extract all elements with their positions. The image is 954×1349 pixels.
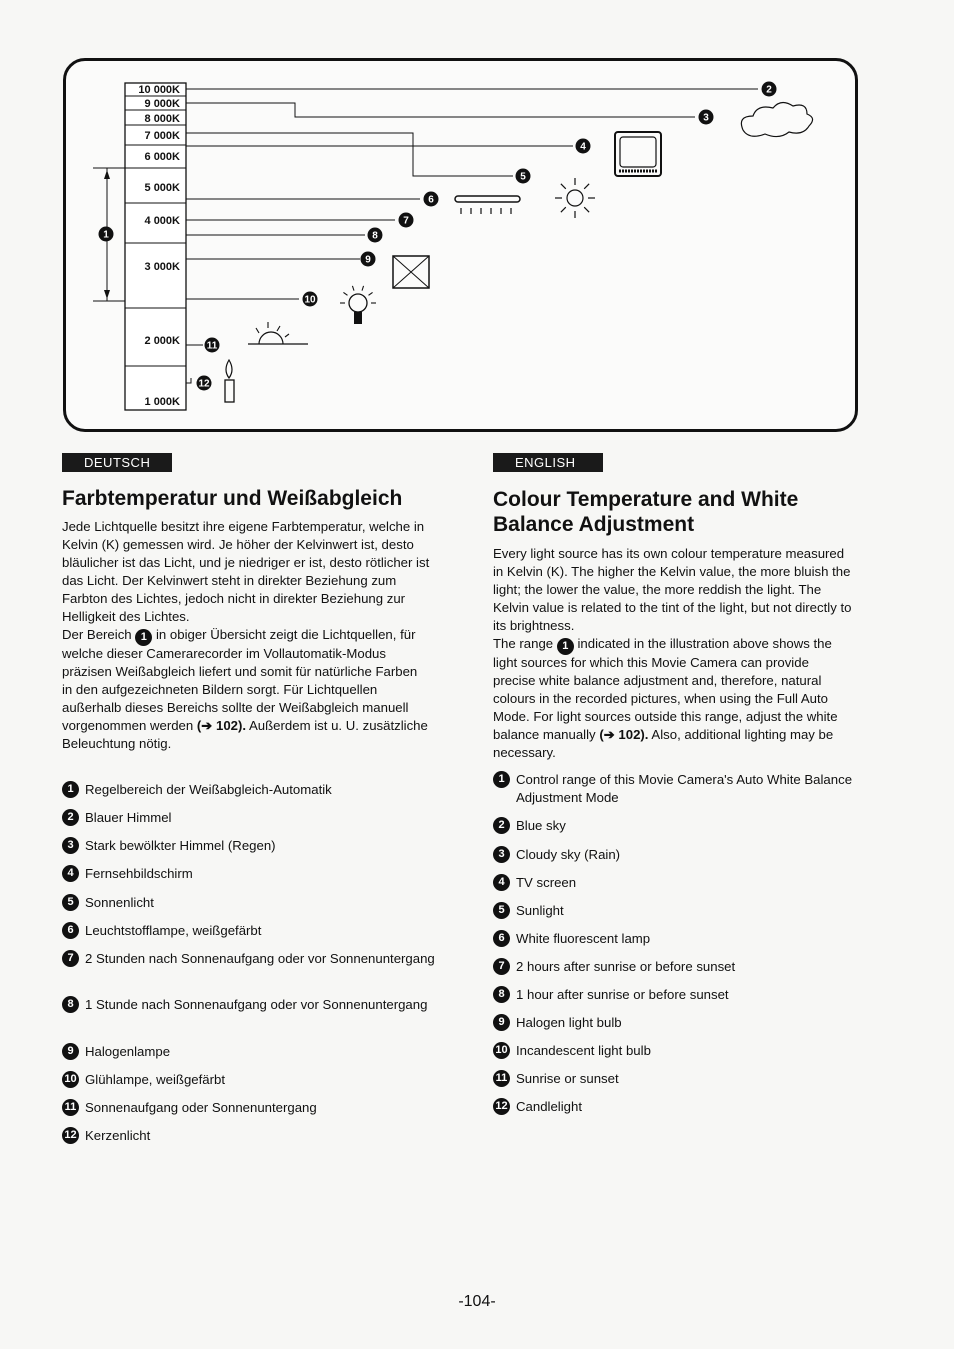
source-badge-12 bbox=[197, 376, 212, 391]
legend-text: Kerzenlicht bbox=[85, 1128, 151, 1143]
number-badge: 5 bbox=[493, 902, 510, 919]
number-badge: 12 bbox=[62, 1127, 79, 1144]
range-arrow-down bbox=[104, 290, 110, 299]
source-line-3 bbox=[186, 103, 695, 117]
english-title: Colour Temperature and White Balance Adjustment bbox=[493, 488, 799, 536]
legend-text: Stark bewölkter Himmel (Regen) bbox=[85, 838, 276, 853]
deutsch-legend-item-11 bbox=[62, 1099, 455, 1117]
deutsch-legend-item-7 bbox=[62, 950, 455, 968]
svg-text:11: 11 bbox=[206, 340, 218, 352]
legend-text: White fluorescent lamp bbox=[516, 931, 651, 946]
english-legend-item-5 bbox=[493, 902, 881, 920]
legend-text: Regelbereich der Weißabgleich-Automatik bbox=[85, 782, 332, 797]
legend-text: Blauer Himmel bbox=[85, 810, 172, 825]
english-legend-item-8 bbox=[493, 986, 881, 1004]
deutsch-page-ref: (➔ 102). bbox=[196, 718, 247, 733]
legend-text: Candlelight bbox=[516, 1099, 582, 1114]
deutsch-para-1: Jede Lichtquelle besitzt ihre eigene Farbtemperatur, welche in Kelvin (K) gemessen wird. Je höher der Kelvinwert ist, desto bläulicher ist das Licht, und je niedriger er ist, desto rötlicher ist das Licht. Der Kelvinwert steht in direkter Beziehung zum Farbton des Lichtes, jedoch nicht in direkter Beziehung zur Helligkeit des Lichtes. bbox=[62, 519, 430, 624]
number-badge: 2 bbox=[62, 809, 79, 826]
legend-text: Fernsehbildschirm bbox=[85, 866, 193, 881]
legend-text: Glühlampe, weißgefärbt bbox=[85, 1072, 226, 1087]
source-badge-3 bbox=[699, 110, 714, 125]
number-badge: 1 bbox=[62, 781, 79, 798]
deutsch-legend-item-5 bbox=[62, 894, 455, 912]
colour-temperature-diagram bbox=[63, 58, 858, 432]
legend-text: Sonnenaufgang oder Sonnenuntergang bbox=[85, 1100, 317, 1115]
light-bulb-icon bbox=[340, 286, 376, 324]
kelvin-label: 4 000K bbox=[144, 215, 180, 227]
english-legend-item-7 bbox=[493, 958, 881, 976]
legend-text: 2 hours after sunrise or before sunset bbox=[516, 959, 736, 974]
deutsch-legend-item-9 bbox=[62, 1043, 455, 1061]
english-legend-item-1 bbox=[493, 771, 881, 807]
legend-text: Leuchtstofflampe, weißgefärbt bbox=[85, 923, 262, 938]
svg-text:8: 8 bbox=[372, 230, 378, 242]
legend-text: Sunlight bbox=[516, 903, 564, 918]
number-badge: 10 bbox=[493, 1042, 510, 1059]
source-badge-6 bbox=[424, 192, 439, 207]
sunset-icon bbox=[248, 322, 308, 344]
deutsch-para-2: Der Bereich 1 in obiger Übersicht zeigt die Lichtquellen, für welche dieser Camerarecorder im Vollautomatik-Modus präzisen Weißabgleich liefert und somit für natürliche Farben in den aufgezeichneten Bildern sorgt. Für Lichtquellen außerhalb dieses Bereichs sollte der Weißabgleich manuell vorgenommen werden (➔ 102). Außerdem ist u. U. zusätzliche Beleuchtung nötig. bbox=[62, 627, 428, 751]
english-page-ref: (➔ 102). bbox=[599, 727, 649, 742]
kelvin-label: 8 000K bbox=[144, 113, 180, 125]
svg-text:3: 3 bbox=[703, 112, 709, 124]
number-badge: 8 bbox=[62, 996, 79, 1013]
range-badge: 1 bbox=[557, 638, 574, 655]
deutsch-legend-item-1 bbox=[62, 781, 455, 799]
number-badge: 5 bbox=[62, 894, 79, 911]
sun-icon bbox=[555, 178, 595, 218]
source-line-12 bbox=[186, 378, 191, 383]
tv-screen-icon bbox=[615, 132, 661, 176]
deutsch-legend-item-8 bbox=[62, 996, 455, 1014]
number-badge: 4 bbox=[62, 865, 79, 882]
legend-text: Blue sky bbox=[516, 818, 566, 833]
kelvin-label: 2 000K bbox=[144, 335, 180, 347]
svg-text:2: 2 bbox=[766, 84, 772, 96]
number-badge: 9 bbox=[493, 1014, 510, 1031]
english-legend-item-12 bbox=[493, 1098, 881, 1116]
english-legend-item-4 bbox=[493, 874, 881, 892]
svg-text:10: 10 bbox=[304, 294, 316, 306]
legend-text: Halogenlampe bbox=[85, 1044, 171, 1059]
number-badge: 7 bbox=[493, 958, 510, 975]
svg-text:7: 7 bbox=[403, 215, 409, 227]
deutsch-legend-item-10 bbox=[62, 1071, 455, 1089]
legend-text: Incandescent light bulb bbox=[516, 1043, 651, 1058]
legend-text: Sunrise or sunset bbox=[516, 1071, 619, 1086]
legend-text: 1 Stunde nach Sonnenaufgang oder vor Sonnenuntergang bbox=[85, 997, 428, 1012]
source-badge-11 bbox=[205, 338, 220, 353]
english-legend-item-10 bbox=[493, 1042, 881, 1060]
source-badge-10 bbox=[303, 292, 318, 307]
english-body bbox=[493, 545, 855, 762]
kelvin-label: 5 000K bbox=[144, 182, 180, 194]
legend-text: Control range of this Movie Camera's Auto White Balance Adjustment Mode bbox=[516, 772, 853, 805]
legend-text: Cloudy sky (Rain) bbox=[516, 847, 621, 862]
english-tag: ENGLISH bbox=[493, 453, 603, 472]
svg-text:4: 4 bbox=[580, 141, 586, 153]
deutsch-legend-item-12 bbox=[62, 1127, 455, 1145]
legend-text: Halogen light bulb bbox=[516, 1015, 622, 1030]
kelvin-label: 7 000K bbox=[144, 130, 180, 142]
number-badge: 12 bbox=[493, 1098, 510, 1115]
svg-text:5: 5 bbox=[520, 171, 526, 183]
english-legend-item-3 bbox=[493, 846, 881, 864]
kelvin-label: 3 000K bbox=[144, 261, 180, 273]
range-arrow-up bbox=[104, 170, 110, 179]
range-marker-1 bbox=[99, 227, 114, 242]
number-badge: 7 bbox=[62, 950, 79, 967]
svg-text:9: 9 bbox=[365, 254, 371, 266]
number-badge: 4 bbox=[493, 874, 510, 891]
number-badge: 9 bbox=[62, 1043, 79, 1060]
deutsch-legend-item-6 bbox=[62, 922, 455, 940]
english-legend-item-6 bbox=[493, 930, 881, 948]
legend-text: Sonnenlicht bbox=[85, 895, 154, 910]
legend-text: 1 hour after sunrise or before sunset bbox=[516, 987, 729, 1002]
kelvin-label: 10 000K bbox=[138, 84, 180, 96]
kelvin-label: 1 000K bbox=[144, 396, 180, 408]
english-legend-item-9 bbox=[493, 1014, 881, 1032]
svg-text:12: 12 bbox=[198, 378, 210, 390]
english-legend-item-11 bbox=[493, 1070, 881, 1088]
cloud-icon bbox=[741, 102, 812, 136]
source-line-5 bbox=[186, 133, 513, 176]
deutsch-tag: DEUTSCH bbox=[62, 453, 172, 472]
english-legend-item-2 bbox=[493, 817, 881, 835]
deutsch-legend-item-3 bbox=[62, 837, 455, 855]
english-para-1: Every light source has its own colour temperature measured in Kelvin (K). The higher the Kelvin value, the more bluish the light; the lower the value, the more reddish the light. The Kelvin value is related to the tint of the light, but not directly to its brightness. bbox=[493, 546, 852, 633]
number-badge: 11 bbox=[62, 1099, 79, 1116]
source-badge-7 bbox=[399, 213, 414, 228]
number-badge: 3 bbox=[62, 837, 79, 854]
number-badge: 6 bbox=[62, 922, 79, 939]
source-badge-2 bbox=[762, 82, 777, 97]
number-badge: 10 bbox=[62, 1071, 79, 1088]
legend-text: 2 Stunden nach Sonnenaufgang oder vor Sonnenuntergang bbox=[85, 951, 435, 966]
number-badge: 2 bbox=[493, 817, 510, 834]
source-badge-5 bbox=[516, 169, 531, 184]
kelvin-label: 6 000K bbox=[144, 151, 180, 163]
number-badge: 6 bbox=[493, 930, 510, 947]
range-badge: 1 bbox=[135, 629, 152, 646]
legend-text: TV screen bbox=[516, 875, 577, 890]
english-para-2: The range 1 indicated in the illustration above shows the light sources for which this Movie Camera can provide precise white balance adjustment and, therefore, natural colours in the recorded pictures, when using the Full Auto Mode. For light sources outside this range, adjust the white balance manually (➔ 102). Also, additional lighting may be necessary. bbox=[493, 636, 838, 760]
source-badge-8 bbox=[368, 228, 383, 243]
fluorescent-lamp-icon bbox=[455, 196, 520, 214]
number-badge: 8 bbox=[493, 986, 510, 1003]
kelvin-label: 9 000K bbox=[144, 98, 180, 110]
number-badge: 3 bbox=[493, 846, 510, 863]
deutsch-legend-item-4 bbox=[62, 865, 455, 883]
number-badge: 1 bbox=[493, 771, 510, 788]
number-badge: 11 bbox=[493, 1070, 510, 1087]
svg-text:1: 1 bbox=[103, 229, 109, 241]
source-badge-4 bbox=[576, 139, 591, 154]
svg-text:6: 6 bbox=[428, 194, 434, 206]
halogen-lamp-icon bbox=[393, 256, 429, 288]
deutsch-legend-item-2 bbox=[62, 809, 455, 827]
candle-icon bbox=[225, 360, 234, 402]
page-number: -104- bbox=[458, 1293, 496, 1310]
source-badge-9 bbox=[361, 252, 376, 267]
deutsch-title: Farbtemperatur und Weißabgleich bbox=[62, 487, 403, 510]
deutsch-body bbox=[62, 518, 430, 753]
